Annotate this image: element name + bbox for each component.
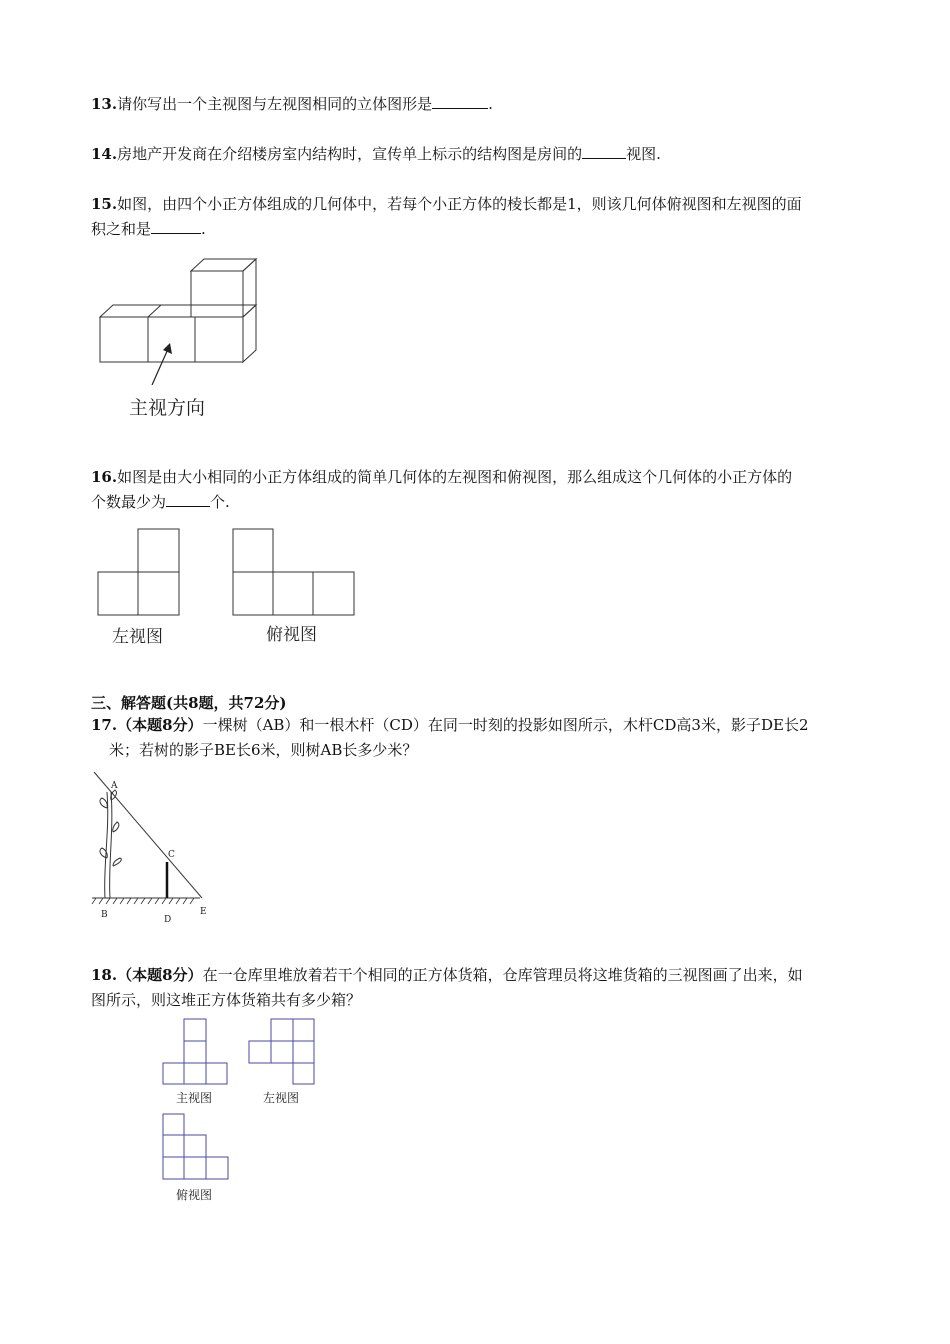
front-view-grid	[163, 1019, 227, 1084]
question-number: 17.	[91, 716, 118, 734]
question-16	[91, 465, 881, 515]
punctuation: .	[201, 220, 206, 238]
question-number: 13.	[91, 95, 118, 113]
question-text: 如图，由四个小正方体组成的几何体中，若每个小正方体的棱长都是1，则该几何体俯视图和左视图的面	[117, 195, 802, 213]
top-view-grid	[233, 529, 354, 615]
left-view-caption: 左视图	[263, 1091, 300, 1105]
punctuation: .	[488, 95, 493, 113]
question-text-end: 视图.	[626, 145, 661, 163]
question-text: 米；若树的影子BE长6米，则树AB长多少米？	[109, 741, 418, 759]
point-label-b: B	[101, 910, 108, 920]
top-view-caption: 俯视图	[266, 625, 317, 645]
question-points: （本题8分）	[117, 716, 203, 734]
left-view-grid	[98, 529, 179, 615]
question-text-end: 个.	[210, 493, 230, 511]
point-label-c: C	[168, 850, 175, 860]
question-14	[91, 142, 881, 167]
question-text: 房地产开发商在介绍楼房室内结构时，宣传单上标示的结构图是房间的	[117, 145, 583, 163]
answer-blank[interactable]	[166, 490, 210, 507]
answer-blank[interactable]	[151, 217, 201, 234]
view-direction-caption: 主视方向	[129, 397, 206, 419]
point-label-e: E	[200, 907, 207, 917]
q16-views-figure	[96, 527, 361, 619]
question-text: 积之和是	[91, 220, 152, 238]
tree-shadow-figure	[88, 770, 218, 926]
cube-solid-figure	[96, 255, 266, 385]
front-view-caption: 主视图	[176, 1091, 213, 1105]
question-number: 18.	[91, 966, 118, 984]
question-text: 一棵树（AB）和一根木杆（CD）在同一时刻的投影如图所示，木杆CD高3米，影子DE长2	[202, 716, 809, 734]
question-number: 14.	[91, 145, 118, 163]
section-heading: 三、解答题(共8题，共72分)	[91, 694, 287, 712]
top-view-caption: 俯视图	[176, 1188, 213, 1202]
answer-blank[interactable]	[432, 92, 488, 109]
question-number: 16.	[91, 468, 118, 486]
left-view-grid	[249, 1019, 314, 1084]
point-label-d: D	[164, 915, 172, 925]
question-17	[91, 713, 881, 763]
point-label-a: A	[111, 781, 118, 791]
top-view-grid	[163, 1114, 228, 1179]
question-number: 15.	[91, 195, 118, 213]
question-points: （本题8分）	[117, 966, 203, 984]
question-13	[91, 92, 881, 117]
view-direction-arrow	[152, 349, 168, 385]
question-18	[91, 963, 881, 1013]
answer-blank[interactable]	[582, 142, 626, 159]
question-text: 在一仓库里堆放着若干个相同的正方体货箱，仓库管理员将这堆货箱的三视图画了出来，如	[202, 966, 803, 984]
question-text: 个数最少为	[91, 493, 167, 511]
question-15	[91, 192, 881, 242]
left-view-caption: 左视图	[112, 627, 163, 647]
question-text: 如图是由大小相同的小正方体组成的简单几何体的左视图和俯视图，那么组成这个几何体的小正方体的	[117, 468, 793, 486]
question-text: 图所示，则这堆正方体货箱共有多少箱？	[91, 991, 362, 1009]
question-text: 请你写出一个主视图与左视图相同的立体图形是	[117, 95, 433, 113]
